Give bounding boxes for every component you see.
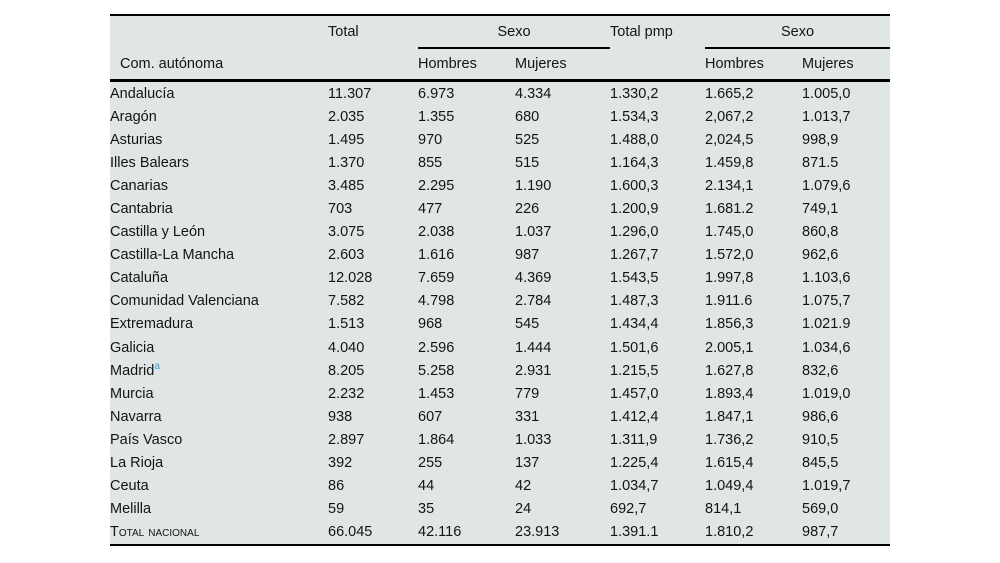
value-cell: 845,5 xyxy=(802,455,839,472)
value-cell: 392 xyxy=(328,455,353,472)
value-cell: 1.453 xyxy=(418,385,455,402)
value-cell: 12.028 xyxy=(328,270,373,287)
header-hombres-counts: Hombres xyxy=(418,48,515,81)
value-cell: 35 xyxy=(418,501,435,518)
value-cell: 4.369 xyxy=(515,270,552,287)
value-cell: 910,5 xyxy=(802,431,839,448)
region-name-cell: Murcia xyxy=(110,385,154,402)
value-cell: 968 xyxy=(418,316,443,333)
value-cell: 42 xyxy=(515,478,532,495)
region-name-cell: Navarra xyxy=(110,408,162,425)
value-cell: 1.049,4 xyxy=(705,478,754,495)
value-cell: 2.038 xyxy=(418,224,455,241)
value-cell: 7.582 xyxy=(328,293,365,310)
value-cell: 832,6 xyxy=(802,362,839,379)
region-name-cell: Cantabria xyxy=(110,201,173,218)
value-cell: 2,024,5 xyxy=(705,131,754,148)
value-cell: 680 xyxy=(515,108,540,125)
value-cell: 1.665,2 xyxy=(705,85,754,102)
table-row xyxy=(110,405,890,428)
header-spacer xyxy=(110,15,328,48)
value-cell: 2,067,2 xyxy=(705,108,754,125)
value-cell: 1.079,6 xyxy=(802,177,851,194)
header-row-columns xyxy=(110,48,890,81)
value-cell: 987 xyxy=(515,247,540,264)
table-row xyxy=(110,221,890,244)
value-cell: 3.075 xyxy=(328,224,365,241)
value-cell: 477 xyxy=(418,201,443,218)
table-body xyxy=(110,81,890,545)
table-row xyxy=(110,313,890,336)
regional-data-table xyxy=(110,14,890,546)
value-cell: 987,7 xyxy=(802,524,839,541)
value-cell: 1.893,4 xyxy=(705,385,754,402)
table-row xyxy=(110,267,890,290)
value-cell: 59 xyxy=(328,501,345,518)
value-cell: 1.736,2 xyxy=(705,431,754,448)
value-cell: 1.444 xyxy=(515,339,552,356)
value-cell: 11.307 xyxy=(328,85,372,102)
value-cell: 66.045 xyxy=(328,524,373,541)
value-cell: 1.021.9 xyxy=(802,316,851,333)
value-cell: 2.134,1 xyxy=(705,177,754,194)
header-spacer xyxy=(328,48,418,81)
value-cell: 1.034,7 xyxy=(610,478,659,495)
value-cell: 1.200,9 xyxy=(610,201,659,218)
value-cell: 4.798 xyxy=(418,293,455,310)
table-row xyxy=(110,174,890,197)
value-cell: 1.434,4 xyxy=(610,316,659,333)
value-cell: 1.864 xyxy=(418,431,455,448)
value-cell: 545 xyxy=(515,316,540,333)
value-cell: 1.033 xyxy=(515,431,552,448)
value-cell: 1.745,0 xyxy=(705,224,754,241)
value-cell: 569,0 xyxy=(802,501,839,518)
value-cell: 44 xyxy=(418,478,435,495)
value-cell: 779 xyxy=(515,385,540,402)
value-cell: 2.784 xyxy=(515,293,552,310)
table-row xyxy=(110,81,890,106)
region-name-cell: Ceuta xyxy=(110,478,149,495)
value-cell: 1.164,3 xyxy=(610,154,659,171)
table-row xyxy=(110,428,890,451)
region-name-cell: Illes Balears xyxy=(110,154,189,171)
table-row xyxy=(110,244,890,267)
table-row xyxy=(110,521,890,545)
value-cell: 1.355 xyxy=(418,108,455,125)
value-cell: 749,1 xyxy=(802,201,839,218)
value-cell: 1.488,0 xyxy=(610,131,659,148)
region-name-cell: Andalucía xyxy=(110,85,175,102)
value-cell: 607 xyxy=(418,408,443,425)
value-cell: 1.013,7 xyxy=(802,108,851,125)
value-cell: 1.911.6 xyxy=(705,293,753,310)
value-cell: 1.810,2 xyxy=(705,524,754,541)
value-cell: 1.019,0 xyxy=(802,385,851,402)
value-cell: 23.913 xyxy=(515,524,560,541)
value-cell: 1.412,4 xyxy=(610,408,659,425)
value-cell: 6.973 xyxy=(418,85,455,102)
footnote-marker: a xyxy=(154,360,160,372)
value-cell: 1.215,5 xyxy=(610,362,659,379)
value-cell: 331 xyxy=(515,408,540,425)
region-name-cell: Galicia xyxy=(110,339,155,356)
value-cell: 860,8 xyxy=(802,224,839,241)
value-cell: 1.487,3 xyxy=(610,293,659,310)
value-cell: 1.005,0 xyxy=(802,85,851,102)
table-header xyxy=(110,15,890,81)
value-cell: 226 xyxy=(515,201,540,218)
value-cell: 1.681.2 xyxy=(705,201,754,218)
value-cell: 1.627,8 xyxy=(705,362,754,379)
value-cell: 2.295 xyxy=(418,177,455,194)
value-cell: 1.501,6 xyxy=(610,339,659,356)
value-cell: 814,1 xyxy=(705,501,742,518)
region-name-cell: Castilla y León xyxy=(110,224,206,241)
region-name-cell: Cataluña xyxy=(110,270,169,287)
header-spacer xyxy=(610,48,705,81)
value-cell: 1.190 xyxy=(515,177,552,194)
value-cell: 1.615,4 xyxy=(705,455,754,472)
table-row xyxy=(110,475,890,498)
value-cell: 2.232 xyxy=(328,385,365,402)
value-cell: 1.457,0 xyxy=(610,385,659,402)
value-cell: 8.205 xyxy=(328,362,365,379)
region-name-cell: Extremadura xyxy=(110,316,194,333)
value-cell: 1.034,6 xyxy=(802,339,851,356)
value-cell: 986,6 xyxy=(802,408,839,425)
value-cell: 970 xyxy=(418,131,443,148)
region-name-cell: Castilla-La Mancha xyxy=(110,247,235,264)
region-name-cell: Melilla xyxy=(110,501,152,518)
value-cell: 1.391.1 xyxy=(610,524,659,541)
table-row xyxy=(110,151,890,174)
value-cell: 4.334 xyxy=(515,85,552,102)
value-cell: 2.931 xyxy=(515,362,552,379)
header-total-pmp: Total pmp xyxy=(610,24,673,40)
value-cell: 855 xyxy=(418,154,443,171)
value-cell: 4.040 xyxy=(328,339,365,356)
value-cell: 692,7 xyxy=(610,501,647,518)
value-cell: 1.543,5 xyxy=(610,270,659,287)
value-cell: 1.019,7 xyxy=(802,478,851,495)
table-row xyxy=(110,359,890,382)
table-row xyxy=(110,128,890,151)
header-row-groups xyxy=(110,15,890,48)
table-row xyxy=(110,197,890,220)
value-cell: 2.035 xyxy=(328,108,365,125)
value-cell: 1.600,3 xyxy=(610,177,659,194)
value-cell: 1.572,0 xyxy=(705,247,754,264)
header-total: Total xyxy=(328,24,359,40)
value-cell: 1.534,3 xyxy=(610,108,659,125)
value-cell: 2.005,1 xyxy=(705,339,754,356)
value-cell: 2.596 xyxy=(418,339,455,356)
value-cell: 1.330,2 xyxy=(610,85,659,102)
value-cell: 1.513 xyxy=(328,316,365,333)
table-row xyxy=(110,290,890,313)
value-cell: 871.5 xyxy=(802,154,839,171)
value-cell: 1.075,7 xyxy=(802,293,851,310)
table-row xyxy=(110,452,890,475)
region-name-cell: Canarias xyxy=(110,177,169,194)
table-row xyxy=(110,105,890,128)
value-cell: 962,6 xyxy=(802,247,839,264)
region-name-cell: Madrid$^a$ xyxy=(110,360,160,379)
value-cell: 2.897 xyxy=(328,431,365,448)
value-cell: 86 xyxy=(328,478,345,495)
table-row xyxy=(110,336,890,359)
region-name-cell: Total nacional xyxy=(110,524,200,541)
value-cell: 1.103,6 xyxy=(802,270,851,287)
value-cell: 938 xyxy=(328,408,353,425)
value-cell: 1.997,8 xyxy=(705,270,754,287)
header-sexo-pmp: Sexo xyxy=(705,15,890,48)
value-cell: 1.847,1 xyxy=(705,408,754,425)
value-cell: 703 xyxy=(328,201,353,218)
header-mujeres-pmp: Mujeres xyxy=(802,48,890,81)
value-cell: 515 xyxy=(515,154,540,171)
value-cell: 255 xyxy=(418,455,443,472)
value-cell: 42.116 xyxy=(418,524,462,541)
value-cell: 525 xyxy=(515,131,540,148)
value-cell: 5.258 xyxy=(418,362,455,379)
value-cell: 2.603 xyxy=(328,247,365,264)
region-name-cell: País Vasco xyxy=(110,431,183,448)
table-row xyxy=(110,382,890,405)
value-cell: 1.311,9 xyxy=(610,431,658,448)
value-cell: 1.856,3 xyxy=(705,316,754,333)
value-cell: 1.225,4 xyxy=(610,455,659,472)
header-com-autonoma: Com. autónoma xyxy=(110,48,328,81)
region-name-cell: La Rioja xyxy=(110,455,164,472)
table-row xyxy=(110,498,890,521)
region-name-cell: Aragón xyxy=(110,108,157,125)
value-cell: 3.485 xyxy=(328,177,365,194)
value-cell: 998,9 xyxy=(802,131,839,148)
region-name-cell: Comunidad Valenciana xyxy=(110,293,259,310)
header-mujeres-counts: Mujeres xyxy=(515,48,610,81)
value-cell: 24 xyxy=(515,501,532,518)
value-cell: 1.459,8 xyxy=(705,154,754,171)
value-cell: 1.370 xyxy=(328,154,365,171)
value-cell: 137 xyxy=(515,455,540,472)
header-sexo-counts: Sexo xyxy=(418,15,610,48)
value-cell: 7.659 xyxy=(418,270,455,287)
value-cell: 1.296,0 xyxy=(610,224,659,241)
value-cell: 1.267,7 xyxy=(610,247,659,264)
value-cell: 1.616 xyxy=(418,247,455,264)
header-hombres-pmp: Hombres xyxy=(705,48,802,81)
region-name-cell: Asturias xyxy=(110,131,163,148)
value-cell: 1.495 xyxy=(328,131,365,148)
value-cell: 1.037 xyxy=(515,224,552,241)
